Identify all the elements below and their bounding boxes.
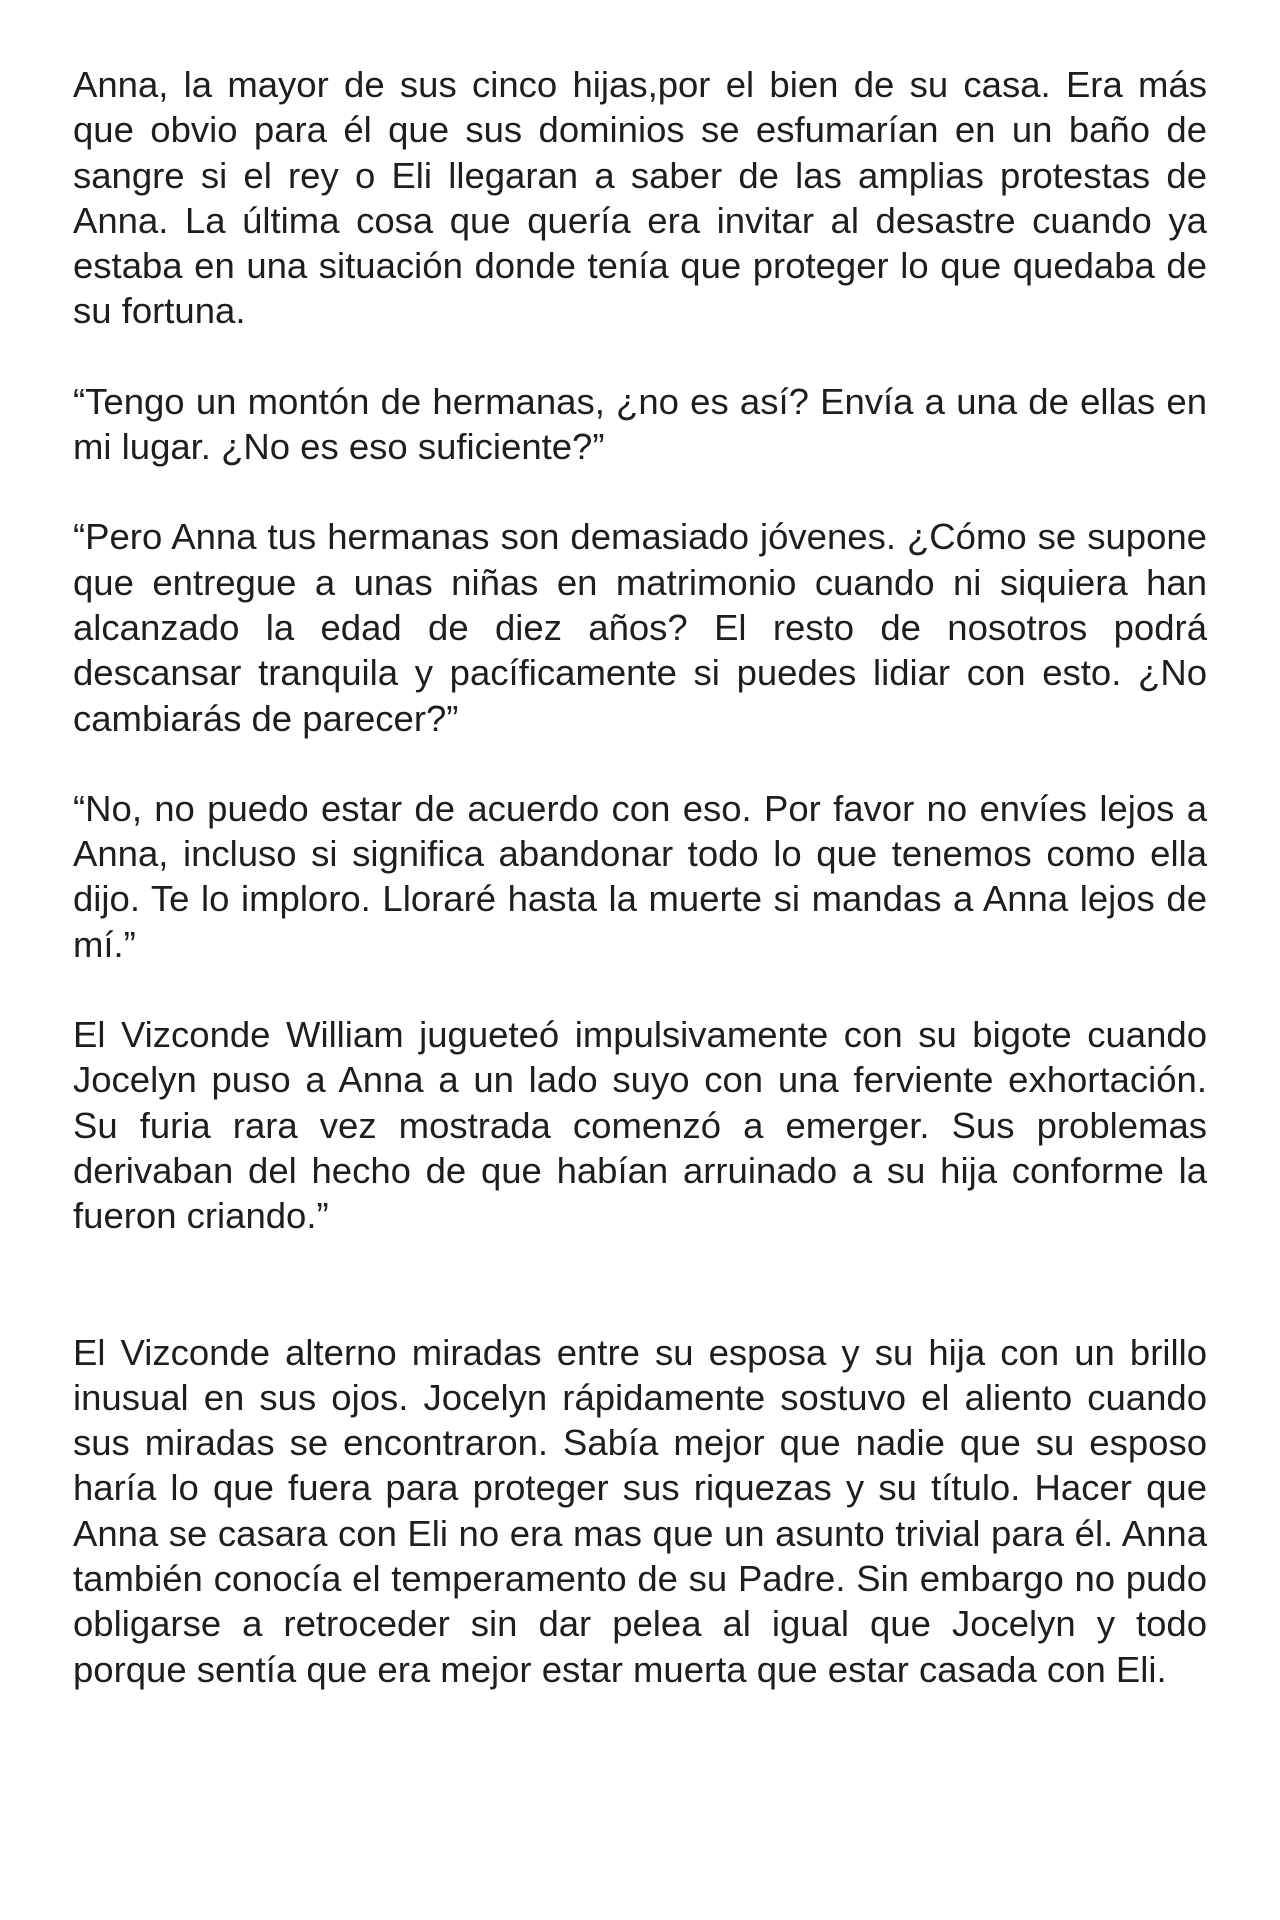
paragraph-6: El Vizconde alterno miradas entre su esposa y su hija con un brillo inusual en sus ojos. Jocelyn rápidamente sostuvo el aliento cuando sus miradas se encontraron. Sabía mejor que nadie que su esposo haría lo que fuera para proteger sus riquezas y su título. Hacer que Anna se casara con Eli no era mas que un asunto trivial para él. Anna también conocía el temperamento de su Padre. Sin embargo no pudo obligarse a retroceder sin dar pelea al igual que Jocelyn y todo porque sentía que era mejor estar muerta que estar casada con Eli.: [73, 1331, 1207, 1690]
paragraph-1: Anna, la mayor de sus cinco hijas,por el bien de su casa. Era más que obvio para él que sus dominios se esfumarían en un baño de sangre si el rey o Eli llegaran a saber de las amplias protestas de Anna. La última cosa que quería era invitar al desastre cuando ya estaba en una situación donde tenía que proteger lo que quedaba de su fortuna.: [73, 64, 1207, 332]
paragraph-2: “Tengo un montón de hermanas, ¿no es así? Envía a una de ellas en mi lugar. ¿No es eso suficiente?”: [73, 380, 1207, 468]
document-page: [73, 62, 1207, 1862]
paragraph-4: “No, no puedo estar de acuerdo con eso. Por favor no envíes lejos a Anna, incluso si significa abandonar todo lo que tenemos como ella dijo. Te lo imploro. Lloraré hasta la muerte si mandas a Anna lejos de mí.”: [73, 787, 1207, 965]
paragraph-5: El Vizconde William jugueteó impulsivamente con su bigote cuando Jocelyn puso a Anna a un lado suyo con una ferviente exhortación. Su furia rara vez mostrada comenzó a emerger. Sus problemas derivaban del hecho de que habían arruinado a su hija conforme la fueron criando.”: [73, 1014, 1207, 1237]
paragraph-3: “Pero Anna tus hermanas son demasiado jóvenes. ¿Cómo se supone que entregue a unas niñas en matrimonio cuando ni siquiera han alcanzado la edad de diez años? El resto de nosotros podrá descansar tranquila y pacíficamente si puedes lidiar con esto. ¿No cambiarás de parecer?”: [73, 516, 1207, 739]
